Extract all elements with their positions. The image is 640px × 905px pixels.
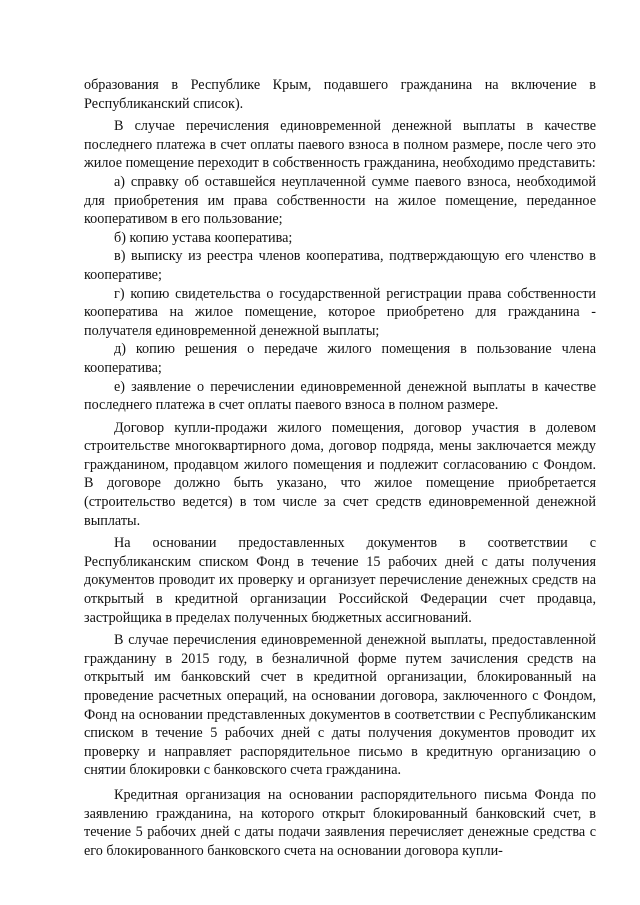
- list-item-e: е) заявление о перечислении единовременной денежной выплаты в качестве последнего платежа в счет оплаты паевого взноса в полном размере.: [84, 378, 596, 414]
- paragraph-credit-organization: Кредитная организация на основании распорядительного письма Фонда по заявлению гражданина, на которого открыт блокированный банковский счет, в течение 5 рабочих дней с даты подачи заявления перечисляет денежные средства с его блокированного банковского счета на основании договора купли-: [84, 786, 596, 859]
- document-page: [84, 76, 596, 860]
- paragraph-continuation: образования в Республике Крым, подавшего гражданина на включение в Республиканский список).: [84, 77, 596, 112]
- list-item-d: д) копию решения о передаче жилого помещения в пользование члена кооператива;: [84, 341, 596, 376]
- paragraph-cooperative-last-payment: В случае перечисления единовременной денежной выплаты в качестве последнего платежа в счет оплаты паевого взноса в полном размере, после чего это жилое помещение переходит в собственность гражданина, необходимо представить:: [84, 118, 596, 172]
- list-item-b: б) копию устава кооператива;: [114, 229, 293, 246]
- paragraph-2015-payment: В случае перечисления единовременной денежной выплаты, предоставленной гражданину в 2015 году, в безналичной форме путем зачисления средств на открытый им банковский счет в кредитной организации, блокированный на проведение расчетных операций, на основании договора, заключенного с Фондом, Фонд на основании представленных документов в соответствии с Республиканским списком в течение 5 рабочих дней с даты получения документов проводит их проверку и направляет распорядительное письмо в кредитную организацию о снятии блокировки с банковского счета гражданина.: [84, 632, 596, 779]
- list-item-a: а) справку об оставшейся неуплаченной сумме паевого взноса, необходимой для приобретения им права собственности на жилое помещение, переданное кооперативом в его пользование;: [84, 173, 596, 228]
- paragraph-fund-verification: На основании предоставленных документов в соответствии с Республиканским списком Фонд в течение 15 рабочих дней с даты получения документов проводит их проверку и организует перечисление денежных средств на открытый в кредитной организации Российской Федерации счет продавца, застройщика в пределах полученных бюджетных ассигнований.: [84, 535, 596, 626]
- list-item-v: в) выписку из реестра членов кооператива, подтверждающую его членство в кооперативе;: [84, 248, 596, 283]
- paragraph-purchase-contract: Договор купли-продажи жилого помещения, договор участия в долевом строительстве многоквартирного дома, договор подряда, мены заключается между гражданином, продавцом жилого помещения и подлежит согласованию с Фондом. В договоре должно быть указано, что жилое помещение приобретается (строительство ведется) в том числе за счет средств единовременной денежной выплаты.: [84, 419, 596, 529]
- list-item-g: г) копию свидетельства о государственной регистрации права собственности кооператива на жилое помещение, которое приобретено для гражданина - получателя единовременной денежной выплаты;: [84, 285, 596, 339]
